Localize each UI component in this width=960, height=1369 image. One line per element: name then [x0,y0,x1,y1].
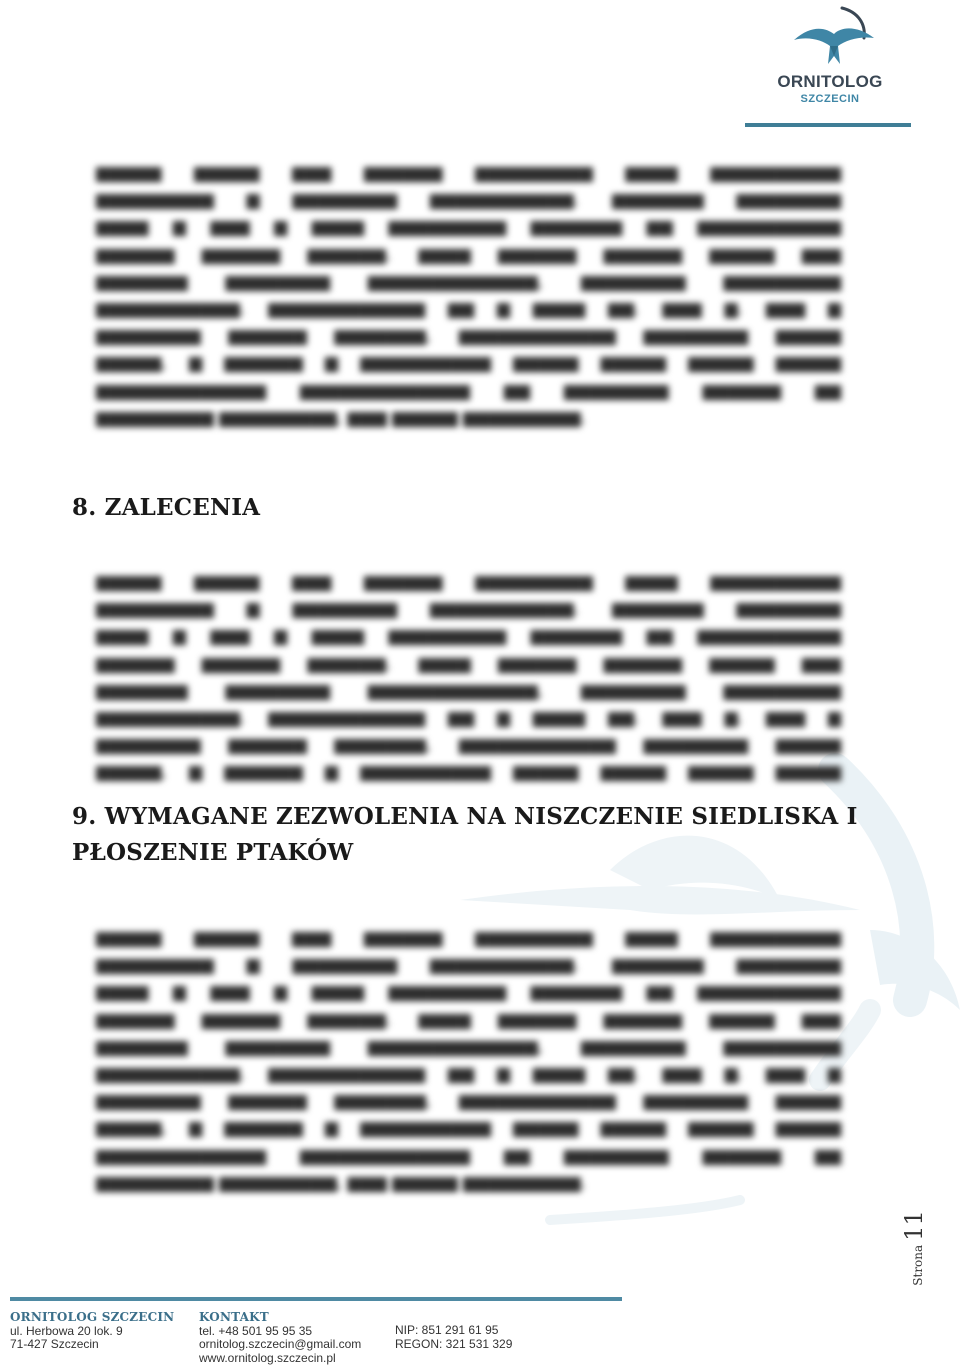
footer-company-title: ORNITOLOG SZCZECIN [10,1310,175,1324]
section-heading-recommendations: 8. ZALECENIA [72,494,261,521]
footer-company-street: ul. Herbowa 20 lok. 9 [10,1323,123,1338]
logo-subtitle: SZCZECIN [800,93,860,105]
footer-regon: REGON: 321 531 329 [395,1336,513,1351]
blurred-paragraph: ▆▆▆▆▆ ▆▆▆▆▆ ▆▆▆ ▆▆▆▆▆▆ ▆▆▆▆▆▆▆▆▆ ▆▆▆▆ ▆▆▆▆▆▆▆▆▆▆ ▆▆▆▆▆▆▆▆▆ ▆ ▆▆▆▆▆▆▆▆ ▆▆▆▆▆▆▆▆▆▆▆. ▆▆▆▆▆▆▆ ▆▆▆▆▆▆▆▆ ▆▆▆▆ ▆ ▆▆▆ ▆ ▆▆▆▆ ▆▆▆▆▆▆▆▆▆ ▆▆▆▆▆▆▆ ▆▆ ▆▆▆▆▆▆▆▆▆▆▆ ▆▆▆▆▆▆ ▆▆▆▆▆▆ ▆▆▆▆▆▆. ▆▆▆▆ ▆▆▆▆▆▆ ▆▆▆▆▆▆ ▆▆▆▆▆ ▆▆▆ ▆▆▆▆▆▆▆ ▆▆▆▆▆▆▆▆ ▆▆▆▆▆▆▆▆▆▆▆▆▆, ▆▆▆▆▆▆▆▆ ▆▆▆▆▆▆▆▆▆ ▆▆▆▆▆▆▆▆▆▆▆. ▆▆▆▆▆▆▆▆▆▆▆▆ ▆▆ ▆ ▆▆▆▆ ▆▆. ▆▆▆ ▆. ▆▆▆ ▆ ▆▆▆▆▆▆▆▆ ▆▆▆▆▆▆ ▆▆▆▆▆▆▆, ▆▆▆▆▆▆▆▆▆▆▆▆ ▆▆▆▆▆▆▆▆ ▆▆▆▆▆ ▆▆▆▆▆, ▆ ▆▆▆▆▆▆ ▆ ▆▆▆▆▆▆▆▆▆▆ ▆▆▆▆▆ ▆▆▆▆▆ ▆▆▆▆▆ ▆▆▆▆▆ ▆▆▆▆▆▆▆▆▆▆▆▆▆ ▆▆▆▆▆▆▆▆▆▆▆▆▆ ▆▆ ▆▆▆▆▆▆▆▆ ▆▆▆▆▆▆ ▆▆ ▆▆▆▆▆▆▆▆▆ ▆▆▆▆▆▆▆▆▆, ▆▆▆ ▆▆▆▆▆ ▆▆▆▆▆▆▆▆▆. [96,163,841,428]
logo-title: ORNITOLOG [777,72,883,91]
footer-contact-phone[interactable]: tel. +48 501 95 95 35 [199,1323,313,1338]
section-heading-permits-line2: PŁOSZENIE PTAKÓW [72,839,354,866]
footer-nip: NIP: 851 291 61 95 [395,1323,499,1337]
page-number-label: Strona [911,1244,925,1286]
header-rule [745,123,911,127]
page-number-value: 11 [900,1210,928,1241]
company-logo [770,2,890,112]
footer-company [10,1311,174,1352]
section-heading-permits-line1: 9. WYMAGANE ZEZWOLENIA NA NISZCZENIE SIEDLISKA I [72,803,858,830]
footer-contact-website[interactable]: www.ornitolog.szczecin.pl [199,1350,336,1365]
footer-rule [10,1297,622,1301]
footer-contact-title: KONTAKT [199,1310,269,1324]
blurred-paragraph: ▆▆▆▆▆ ▆▆▆▆▆ ▆▆▆ ▆▆▆▆▆▆ ▆▆▆▆▆▆▆▆▆ ▆▆▆▆ ▆▆▆▆▆▆▆▆▆▆ ▆▆▆▆▆▆▆▆▆ ▆ ▆▆▆▆▆▆▆▆ ▆▆▆▆▆▆▆▆▆▆▆. ▆▆▆▆▆▆▆ ▆▆▆▆▆▆▆▆ ▆▆▆▆ ▆ ▆▆▆ ▆ ▆▆▆▆ ▆▆▆▆▆▆▆▆▆ ▆▆▆▆▆▆▆ ▆▆ ▆▆▆▆▆▆▆▆▆▆▆ ▆▆▆▆▆▆ ▆▆▆▆▆▆ ▆▆▆▆▆▆. ▆▆▆▆ ▆▆▆▆▆▆ ▆▆▆▆▆▆ ▆▆▆▆▆ ▆▆▆ ▆▆▆▆▆▆▆ ▆▆▆▆▆▆▆▆ ▆▆▆▆▆▆▆▆▆▆▆▆▆, ▆▆▆▆▆▆▆▆ ▆▆▆▆▆▆▆▆▆ ▆▆▆▆▆▆▆▆▆▆▆. ▆▆▆▆▆▆▆▆▆▆▆▆ ▆▆ ▆ ▆▆▆▆ ▆▆. ▆▆▆ ▆. ▆▆▆ ▆ ▆▆▆▆▆▆▆▆ ▆▆▆▆▆▆ ▆▆▆▆▆▆▆, ▆▆▆▆▆▆▆▆▆▆▆▆ ▆▆▆▆▆▆▆▆ ▆▆▆▆▆ ▆▆▆▆▆, ▆ ▆▆▆▆▆▆ ▆ ▆▆▆▆▆▆▆▆▆▆ ▆▆▆▆▆ ▆▆▆▆▆ ▆▆▆▆▆ ▆▆▆▆▆ ▆▆▆▆▆▆▆▆▆▆▆▆▆ ▆▆▆▆▆▆▆▆▆▆▆▆▆ ▆▆ ▆▆▆▆▆▆▆▆ ▆▆▆▆▆▆ ▆▆ ▆▆▆▆▆▆▆▆▆ ▆▆▆▆▆▆▆▆▆, ▆▆▆ ▆▆▆▆▆ ▆▆▆▆▆▆▆▆▆. [96,928,841,1193]
footer-contact-email[interactable]: ornitolog.szczecin@gmail.com [199,1337,362,1351]
footer-company-city: 71-427 Szczecin [10,1337,99,1351]
footer-contact [199,1311,361,1365]
blurred-paragraph: ▆▆▆▆▆ ▆▆▆▆▆ ▆▆▆ ▆▆▆▆▆▆ ▆▆▆▆▆▆▆▆▆ ▆▆▆▆ ▆▆▆▆▆▆▆▆▆▆ ▆▆▆▆▆▆▆▆▆ ▆ ▆▆▆▆▆▆▆▆ ▆▆▆▆▆▆▆▆▆▆▆. ▆▆▆▆▆▆▆ ▆▆▆▆▆▆▆▆ ▆▆▆▆ ▆ ▆▆▆ ▆ ▆▆▆▆ ▆▆▆▆▆▆▆▆▆ ▆▆▆▆▆▆▆ ▆▆ ▆▆▆▆▆▆▆▆▆▆▆ ▆▆▆▆▆▆ ▆▆▆▆▆▆ ▆▆▆▆▆▆. ▆▆▆▆ ▆▆▆▆▆▆ ▆▆▆▆▆▆ ▆▆▆▆▆ ▆▆▆ ▆▆▆▆▆▆▆ ▆▆▆▆▆▆▆▆ ▆▆▆▆▆▆▆▆▆▆▆▆▆, ▆▆▆▆▆▆▆▆ ▆▆▆▆▆▆▆▆▆ ▆▆▆▆▆▆▆▆▆▆▆. ▆▆▆▆▆▆▆▆▆▆▆▆ ▆▆ ▆ ▆▆▆▆ ▆▆. ▆▆▆ ▆. ▆▆▆ ▆ ▆▆▆▆▆▆▆▆ ▆▆▆▆▆▆ ▆▆▆▆▆▆▆, ▆▆▆▆▆▆▆▆▆▆▆▆ ▆▆▆▆▆▆▆▆ ▆▆▆▆▆ ▆▆▆▆▆, ▆ ▆▆▆▆▆▆ ▆ ▆▆▆▆▆▆▆▆▆▆ ▆▆▆▆▆ ▆▆▆▆▆ ▆▆▆▆▆ ▆▆▆▆▆ [96,572,841,783]
footer-registry [395,1324,512,1351]
page-number [900,1198,940,1298]
section-heading-permits [72,799,858,871]
swallow-logo-icon [780,2,880,74]
